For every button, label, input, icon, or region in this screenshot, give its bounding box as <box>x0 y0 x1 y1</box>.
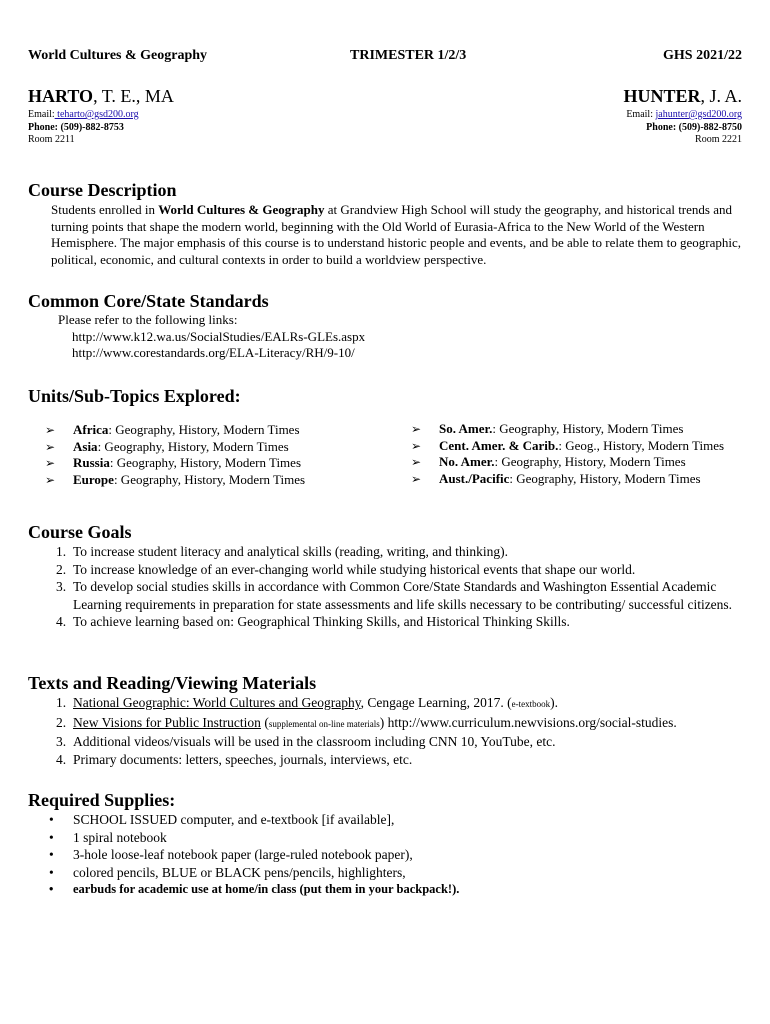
supply-item: • colored pencils, BLUE or BLACK pens/pencils, highlighters, <box>49 864 406 880</box>
bullet-icon: • <box>49 864 54 880</box>
teacher-last-name: HARTO <box>28 86 94 106</box>
standards-heading: Common Core/State Standards <box>28 291 269 311</box>
goals-list <box>56 543 746 631</box>
standards-intro: Please refer to the following links: <box>58 312 238 327</box>
email-label: Email: <box>28 109 55 120</box>
standards-link[interactable]: http://www.corestandards.org/ELA-Literacy/RH/9-10/ <box>72 345 355 360</box>
room-number: Room 2211 <box>28 134 75 145</box>
texts-list <box>56 694 756 768</box>
teacher-last-name: HUNTER <box>623 86 701 106</box>
arrow-bullet-icon: ➢ <box>45 423 56 437</box>
course-description-heading: Course Description <box>28 180 177 200</box>
arrow-bullet-icon: ➢ <box>45 456 56 470</box>
school-year: GHS 2021/22 <box>663 48 742 63</box>
text-item: 2. New Visions for Public Instruction (supplemental on-line materials) http://www.curriculum.newvisions.org/social-studies. <box>56 714 677 730</box>
arrow-bullet-icon: ➢ <box>411 422 422 436</box>
supply-item: • 1 spiral notebook <box>49 829 167 845</box>
teacher-name-right <box>623 86 742 107</box>
text-item: 1. National Geographic: World Cultures and Geography, Cengage Learning, 2017. (e-textbook). <box>56 695 559 710</box>
standards-links <box>58 312 365 362</box>
teacher-initials: , T. E., MA <box>93 86 174 106</box>
goal-item: 3. To develop social studies skills in accordance with Common Core/State Standards and Washington Essential Academic Learning requirements in preparation for state assessments and life skills necessary to be contributing/ successful citizens. <box>56 579 733 612</box>
arrow-bullet-icon: ➢ <box>411 455 422 469</box>
unit-item: ➢ Africa: Geography, History, Modern Times <box>45 422 300 437</box>
description-start: Students enrolled in <box>51 202 159 217</box>
teacher-initials: , J. A. <box>700 86 742 106</box>
phone-number: Phone: (509)-882-8750 <box>646 121 742 133</box>
standards-link[interactable]: http://www.k12.wa.us/SocialStudies/EALRs-GLEs.aspx <box>72 328 366 344</box>
supply-item: • 3-hole loose-leaf notebook paper (large-ruled notebook paper), <box>49 847 413 862</box>
supply-item: • earbuds for academic use at home/in class (put them in your backpack!). <box>49 881 459 899</box>
goal-item: 4. To achieve learning based on: Geographical Thinking Skills, and Historical Thinking Skills. <box>56 614 570 629</box>
arrow-bullet-icon: ➢ <box>411 471 422 486</box>
teacher-contact-left <box>28 109 139 147</box>
bullet-icon: • <box>49 847 54 862</box>
unit-item: ➢ No. Amer.: Geography, History, Modern Times <box>411 454 686 469</box>
phone-number: Phone: (509)-882-8753 <box>28 121 124 133</box>
unit-item: ➢ Aust./Pacific: Geography, History, Modern Times <box>411 470 701 486</box>
goals-heading: Course Goals <box>28 522 132 542</box>
teacher-contact-right <box>626 109 742 147</box>
description-course-name: World Cultures & Geography <box>158 202 325 217</box>
email-label: Email: <box>626 109 656 120</box>
texts-heading: Texts and Reading/Viewing Materials <box>28 673 317 693</box>
units-column-left <box>45 422 305 488</box>
units-column-right <box>411 421 724 487</box>
unit-item: ➢ So. Amer.: Geography, History, Modern Times <box>411 421 684 436</box>
page-header <box>28 48 742 66</box>
text-item: 3. Additional videos/visuals will be used in the classroom including CNN 10, YouTube, etc. <box>56 734 556 749</box>
email-link[interactable]: jahunter@gsd200.org <box>655 109 742 120</box>
bullet-icon: • <box>49 829 54 845</box>
unit-item: ➢ Asia: Geography, History, Modern Times <box>45 438 289 454</box>
goal-item: 2. To increase knowledge of an ever-changing world while studying historical events that shape our world. <box>56 561 636 577</box>
supplies-heading: Required Supplies: <box>28 790 176 810</box>
course-description-text <box>51 202 751 268</box>
text-item: 4. Primary documents: letters, speeches, journals, interviews, etc. <box>56 751 413 767</box>
email-link[interactable]: teharto@gsd200.org <box>54 109 139 120</box>
teacher-name-left <box>28 86 174 107</box>
supply-item: • SCHOOL ISSUED computer, and e-textbook [if available], <box>49 812 395 827</box>
trimester-label: TRIMESTER 1/2/3 <box>350 48 467 63</box>
bullet-icon: • <box>49 882 54 896</box>
arrow-bullet-icon: ➢ <box>45 439 56 454</box>
room-number: Room 2221 <box>695 134 742 145</box>
unit-item: ➢ Cent. Amer. & Carib.: Geog., History, Modern Times <box>411 437 725 453</box>
arrow-bullet-icon: ➢ <box>411 438 422 453</box>
description-rest: at Grandview High School will study the geography, and historical trends and turning points that shape the modern world, beginning with the Old World of Eurasia-Africa to the New World of the Western Hemisphere. The major emphasis of this course is to understand historic people and events, and be able to relate them to geographic, political, economic, and cultural contexts in order to build a worldview perspective. <box>51 202 742 267</box>
supplies-list <box>49 811 459 899</box>
unit-item: ➢ Russia: Geography, History, Modern Times <box>45 455 301 470</box>
bullet-icon: • <box>49 812 54 827</box>
arrow-bullet-icon: ➢ <box>45 472 56 487</box>
unit-item: ➢ Europe: Geography, History, Modern Times <box>45 471 306 487</box>
supplement-title: New Visions for Public Instruction <box>73 714 261 730</box>
textbook-title: National Geographic: World Cultures and Geography <box>73 695 361 710</box>
goal-item: 1. To increase student literacy and analytical skills (reading, writing, and thinking). <box>56 544 509 559</box>
units-heading: Units/Sub-Topics Explored: <box>28 386 241 406</box>
course-name: World Cultures & Geography <box>28 48 208 63</box>
